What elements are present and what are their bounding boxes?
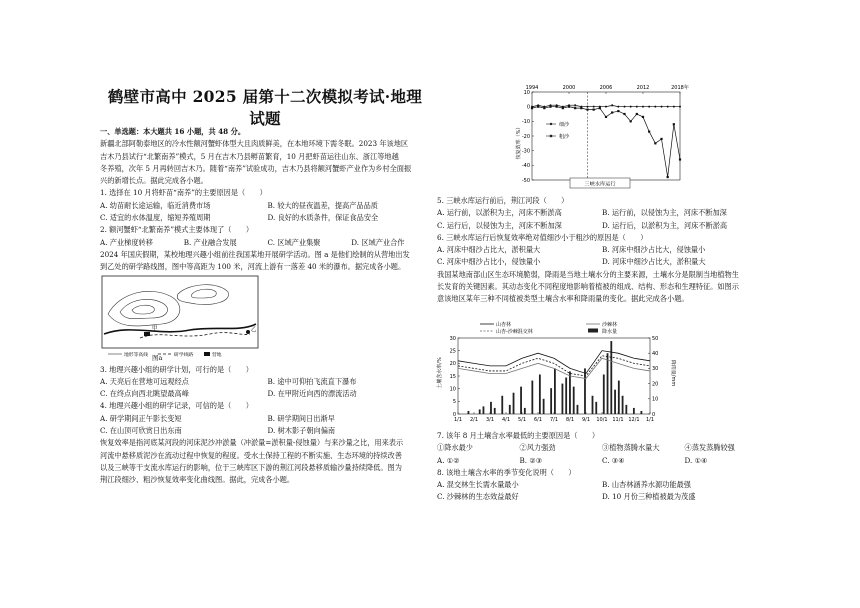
q4-options-row bbox=[100, 425, 435, 437]
data-point-fine bbox=[679, 106, 681, 108]
rainfall-bar bbox=[618, 381, 620, 414]
map-figure bbox=[100, 274, 435, 364]
q5-options-row bbox=[437, 220, 767, 232]
data-point-fine bbox=[667, 106, 669, 108]
option: A. 天亮后在营地可远观经点 bbox=[100, 376, 189, 386]
recovery-efficiency-chart bbox=[512, 80, 692, 192]
data-point-coarse bbox=[673, 123, 675, 125]
question-7: 7. 该年 8 月土壤含水率最低的主要原因是（ ） bbox=[437, 431, 600, 440]
soil-moisture-chart bbox=[436, 318, 676, 426]
y-tick-label-right: 10 bbox=[652, 396, 659, 403]
y-axis-label-left: 土壤含水率/% bbox=[437, 357, 443, 389]
q6-options-row bbox=[437, 256, 767, 268]
data-point-coarse bbox=[599, 107, 601, 109]
option: B. 产业融合发展 bbox=[183, 237, 237, 247]
data-point-coarse bbox=[654, 142, 656, 144]
rainfall-bar bbox=[622, 396, 624, 414]
intro-line: 吉木乃县试行“北繁南养”模式，5 月在吉木乃县孵苗繁育，10 月把虾苗运往山东、浙江等地越 bbox=[100, 151, 399, 161]
section-heading: 一、单选题：本大题共 16 小题，共 48 分。 bbox=[100, 127, 246, 136]
q1-options-row bbox=[100, 200, 435, 212]
data-point-coarse bbox=[636, 113, 638, 115]
statement-item: ③植物蒸腾水量大 bbox=[602, 443, 660, 453]
data-point-fine bbox=[642, 106, 644, 108]
option: C. 在终点向西北眺望最高峰 bbox=[100, 389, 189, 399]
question-6: 6. 三峡水库运行后恢复效率绝对值细沙小于粗沙的原因是（ ） bbox=[437, 232, 648, 242]
rainfall-bar bbox=[509, 405, 511, 414]
x-tick-label: 1994 bbox=[525, 85, 539, 91]
rainfall-bar bbox=[607, 353, 609, 414]
q7-options-row bbox=[437, 455, 767, 467]
x-tick-label: 3/1 bbox=[485, 417, 495, 423]
option: A. 河床中细沙占比大，淤积量大 bbox=[437, 245, 541, 255]
statement-item: ①降水最少 bbox=[437, 443, 473, 453]
question-1: 1. 选择在 10 月将虾苗“南养”的主要原因是（ ） bbox=[100, 188, 267, 198]
legend-marker-fine bbox=[550, 123, 552, 125]
rainfall-bar bbox=[595, 402, 597, 414]
rainfall-bar bbox=[468, 411, 470, 414]
q6-options-row bbox=[437, 244, 767, 256]
q1-options-row bbox=[100, 212, 435, 224]
data-point-coarse bbox=[562, 107, 564, 109]
q8-options-row bbox=[437, 491, 767, 503]
data-point-fine bbox=[624, 106, 626, 108]
rainfall-bar bbox=[554, 368, 556, 414]
annotation-label: 三峡水库运行 bbox=[584, 181, 616, 188]
legend-camp-swatch bbox=[204, 352, 210, 356]
x-tick-label: 8/1 bbox=[565, 417, 575, 423]
intro-line: 新疆北部阿勒泰地区的冷水性额河蟹虾体型大且肉质鲜美，在本地环境下需冬眠。2023 年该地区 bbox=[100, 139, 409, 149]
y-tick-label: 5 bbox=[452, 399, 456, 406]
data-point-fine bbox=[630, 106, 632, 108]
data-point-coarse bbox=[617, 110, 619, 112]
rainfall-bar bbox=[543, 399, 545, 414]
option: A. ①② bbox=[437, 455, 460, 465]
data-point-coarse bbox=[648, 131, 650, 133]
point-label: 乙 bbox=[251, 326, 257, 333]
right-column bbox=[437, 195, 767, 306]
data-point-coarse bbox=[623, 113, 625, 115]
marker-label: 甲 bbox=[152, 325, 158, 332]
q3-options-row bbox=[100, 376, 435, 388]
legend-label: 降水量 bbox=[602, 329, 618, 335]
question-4: 4. 地理兴趣小组的研学记录，可信的是（ ） bbox=[100, 401, 253, 411]
data-point-coarse bbox=[642, 116, 644, 118]
page-title: 鹤壁市高中 2025 届第十二次模拟考试·地理试题 bbox=[107, 87, 423, 128]
question-3: 3. 地理兴趣小组的研学计划，可行的是（ ） bbox=[100, 364, 253, 374]
rainfall-bar bbox=[592, 396, 594, 414]
data-point-fine bbox=[574, 104, 576, 106]
rainfall-bar bbox=[483, 406, 485, 414]
y-tick-label: -10 bbox=[521, 119, 530, 126]
option: B. 途中可仰拍飞流直下瀑布 bbox=[267, 376, 357, 386]
data-point-coarse bbox=[611, 111, 613, 113]
y-tick-label: -30 bbox=[521, 148, 530, 155]
intro-line: 长发育的关键因素。其动态变化不同程度地影响着植被的组成、结构、形态和生理特征。如图示 bbox=[437, 282, 739, 292]
contour-line bbox=[132, 305, 154, 314]
y-tick-label: 30 bbox=[449, 335, 456, 342]
option: B. 研学期间日出渐早 bbox=[267, 413, 335, 423]
option: A. 幼苗耐长途运输，临近消费市场 bbox=[100, 200, 211, 210]
y-tick-label-right: 0 bbox=[652, 411, 656, 418]
data-point-fine bbox=[587, 106, 589, 108]
data-point-coarse bbox=[549, 106, 551, 108]
x-tick-label: 2018年 bbox=[671, 85, 689, 91]
right-column-lower bbox=[437, 430, 767, 504]
point-icon bbox=[246, 330, 250, 334]
rainfall-bar bbox=[524, 408, 526, 414]
data-point-fine bbox=[593, 106, 595, 108]
data-point-fine bbox=[661, 106, 663, 108]
option: D. 10 月份三种植被最为茂盛 bbox=[602, 492, 696, 502]
rainfall-bar bbox=[479, 409, 481, 414]
legend-swatch bbox=[588, 329, 598, 333]
y-tick-label: -40 bbox=[521, 163, 530, 170]
intro-line: 河流中悬移质泥沙在流动过程中恢复的程度。受水土保持工程的不断实施、生态环境的持续改善 bbox=[100, 450, 402, 460]
legend-label: 山杏-沙棘混交林 bbox=[496, 329, 533, 335]
river-line bbox=[104, 324, 256, 334]
intro-line: 恢复效率是指河底某河段的河床泥沙冲淤量（冲淤量=淤积量-侵蚀量）与来沙量之比，用来表示 bbox=[100, 438, 404, 448]
y-tick-label-right: 40 bbox=[652, 351, 659, 357]
rainfall-bar bbox=[531, 381, 533, 414]
rainfall-bar bbox=[603, 374, 605, 414]
contour-line bbox=[120, 299, 168, 318]
chart-legend bbox=[546, 121, 570, 140]
option: C. 在山顶可欣赏日出东南 bbox=[100, 426, 182, 436]
option: C. ③④ bbox=[602, 455, 625, 465]
data-point-coarse bbox=[531, 107, 533, 109]
rainfall-bars bbox=[468, 341, 643, 414]
option: B. 运行前，以侵蚀为主，河床不断加深 bbox=[602, 208, 727, 218]
map-caption: 图a bbox=[152, 353, 163, 362]
y-tick-label: 15 bbox=[449, 373, 456, 380]
option: A. 产业梯度转移 bbox=[100, 237, 153, 247]
data-point-coarse bbox=[630, 120, 632, 122]
map-frame bbox=[102, 276, 258, 348]
y-tick-label-right: 30 bbox=[652, 366, 659, 373]
x-tick-label: 10/1 bbox=[596, 417, 608, 423]
option: C. 河床中细沙占比小，侵蚀量小 bbox=[437, 257, 541, 267]
rainfall-bar bbox=[494, 408, 496, 414]
data-point-coarse bbox=[593, 109, 595, 111]
question-2: 2. 额河蟹虾“北繁南养”模式主要体现了（ ） bbox=[100, 225, 254, 235]
q8-options-row bbox=[437, 479, 767, 491]
intro-line: 以及三峡等干支流水库运行的影响，位于三峡库区下游的荆江河段悬移质输沙量持续降低。图为 bbox=[100, 462, 402, 472]
legend-label: 粗沙 bbox=[559, 134, 570, 140]
q2-options-row bbox=[100, 237, 435, 249]
route-line bbox=[140, 332, 250, 337]
option: B. 较大的昼夜温差，提高产品品质 bbox=[267, 200, 378, 210]
legend-label: 细沙 bbox=[559, 122, 570, 128]
y-tick-label: 20 bbox=[449, 361, 456, 368]
option: B. 河床中细沙占比大，侵蚀量小 bbox=[602, 245, 706, 255]
contour-line bbox=[108, 291, 180, 326]
q3-options-row bbox=[100, 388, 435, 400]
data-point-coarse bbox=[543, 107, 545, 109]
option: B. ②③ bbox=[519, 455, 543, 465]
y-tick-label: 0 bbox=[452, 411, 456, 418]
y-tick-label-right: 50 bbox=[652, 335, 659, 342]
legend-marker-coarse bbox=[550, 135, 552, 137]
q7-items-row bbox=[437, 442, 767, 454]
legend-label: 沙棘林 bbox=[602, 322, 618, 328]
q4-options-row bbox=[100, 413, 435, 425]
data-point-coarse bbox=[660, 138, 662, 140]
data-point-coarse bbox=[667, 176, 669, 178]
y-tick-label: 10 bbox=[449, 386, 456, 393]
statement-item: ④蒸发蒸腾较强 bbox=[684, 443, 735, 453]
question-5: 5. 三峡水库运行前后，荆江河段（ ） bbox=[437, 196, 569, 205]
x-tick-label: 9/1 bbox=[581, 417, 591, 423]
data-point-fine bbox=[648, 106, 650, 108]
x-tick-label: 1/1 bbox=[645, 417, 655, 423]
data-point-coarse bbox=[568, 106, 570, 108]
statement-item: ②风力强劲 bbox=[519, 443, 556, 453]
option: D. ①④ bbox=[684, 455, 708, 465]
data-point-fine bbox=[611, 104, 613, 106]
intro-line: 2024 年国庆假期，某校地理兴趣小组前往我国某地开展研学活动。图 a 是他们绘制的从营地出发 bbox=[100, 249, 410, 259]
option: A. 混交林生长需水量最小 bbox=[437, 480, 519, 490]
intro-line: 兴的新增长点。据此完成各小题。 bbox=[100, 176, 208, 186]
option: A. 研学期间正午影长变短 bbox=[100, 413, 182, 423]
rainfall-bar bbox=[490, 402, 492, 414]
rainfall-bar bbox=[584, 368, 586, 414]
option: C. 区域产业集聚 bbox=[267, 237, 321, 247]
option: C. 运行后，以侵蚀为主，河床不断加深 bbox=[437, 220, 562, 230]
x-tick-label: 4/1 bbox=[501, 417, 511, 423]
chart-series bbox=[531, 104, 681, 178]
intro-line: 冬养殖，次年 5 月再转回吉木乃。随着“南养”试验成功，吉木乃县将额河蟹虾产业作为乡村全面振 bbox=[100, 163, 412, 173]
option: B. 山杏林涵养水源功能最强 bbox=[602, 480, 691, 490]
rainfall-bar bbox=[520, 387, 522, 414]
data-point-coarse bbox=[586, 109, 588, 111]
q5-options-row bbox=[437, 207, 767, 219]
y-axis-label: 恢复效率（%） bbox=[516, 124, 522, 160]
rainfall-bar bbox=[573, 387, 575, 414]
camp-icon bbox=[144, 332, 150, 336]
option: C. 沙棘林的生态效益最好 bbox=[437, 492, 519, 502]
y-tick-label-right: 20 bbox=[652, 381, 659, 388]
x-tick-label: 7/1 bbox=[549, 417, 559, 423]
x-tick-label: 5/1 bbox=[517, 417, 527, 423]
intro-line: 荆江段细沙、粗沙恢复效率变化曲线图。据此，完成各小题。 bbox=[100, 475, 295, 485]
x-tick-label: 2000 bbox=[562, 85, 576, 91]
data-point-coarse bbox=[679, 158, 681, 160]
y-tick-label: 0 bbox=[526, 104, 530, 111]
y-tick-label: 25 bbox=[449, 348, 456, 355]
x-tick-label: 1/1 bbox=[453, 417, 463, 423]
option: D. 河床中细沙占比大，淤积量大 bbox=[602, 257, 706, 267]
rainfall-bar bbox=[565, 378, 567, 414]
rainfall-bar bbox=[550, 388, 552, 414]
option: C. 适宜的水体温度，缩短养殖周期 bbox=[100, 213, 211, 223]
rainfall-bar bbox=[614, 390, 616, 414]
data-point-coarse bbox=[605, 116, 607, 118]
option: D. 树木影子朝向偏南 bbox=[267, 426, 336, 436]
y-tick-label: -50 bbox=[521, 177, 530, 184]
data-point-coarse bbox=[556, 106, 558, 108]
contour-map bbox=[100, 274, 260, 364]
chart-ticks bbox=[522, 84, 689, 184]
option: D. 良好的水质条件，保证食品安全 bbox=[267, 213, 379, 223]
legend-label: 山杏林 bbox=[496, 322, 512, 328]
data-point-fine bbox=[654, 106, 656, 108]
intro-line: 到乙处的研学路线图，图中等高距为 100 米，河流上游有一落差 40 米的瀑布。据完成各小题。 bbox=[100, 262, 406, 272]
left-column bbox=[100, 126, 435, 487]
option: A. 运行前，以淤积为主，河床不断淤高 bbox=[437, 208, 562, 218]
option: D. 运行后，以淤积为主，河床不断淤高 bbox=[602, 220, 728, 230]
x-tick-label: 12/1 bbox=[628, 417, 640, 423]
y-tick-label: 10 bbox=[523, 89, 530, 96]
rainfall-bar bbox=[640, 411, 642, 414]
legend-label: 营地 bbox=[212, 352, 222, 358]
contour-line bbox=[177, 284, 228, 304]
data-point-fine bbox=[617, 106, 619, 108]
data-point-fine bbox=[636, 106, 638, 108]
question-8: 8. 该地土壤含水率的季节变化说明（ ） bbox=[437, 467, 576, 477]
rainfall-bar bbox=[513, 393, 515, 414]
rainfall-bar bbox=[625, 405, 627, 414]
intro-line: 我国某地南部山区生态环境脆弱，降雨是当地土壤水分的主要来源，土壤水分是限制当地植物生 bbox=[437, 269, 739, 279]
data-point-coarse bbox=[537, 106, 539, 108]
option: D. 区域产业合作 bbox=[351, 237, 405, 247]
x-tick-label: 2006 bbox=[599, 85, 613, 91]
data-point-fine bbox=[605, 106, 607, 108]
rainfall-bar bbox=[577, 405, 579, 414]
data-point-coarse bbox=[580, 107, 582, 109]
x-tick-label: 2/1 bbox=[469, 417, 479, 423]
rainfall-bar bbox=[569, 371, 571, 414]
data-point-coarse bbox=[574, 107, 576, 109]
option: D. 在甲附近向西的漂流活动 bbox=[267, 389, 357, 399]
rainfall-bar bbox=[539, 374, 541, 414]
rainfall-bar bbox=[562, 384, 564, 414]
y-axis-label-right: 降雨量/mm bbox=[670, 359, 676, 387]
y-tick-label: -20 bbox=[521, 133, 530, 140]
rainfall-bar bbox=[501, 396, 503, 414]
contour-line bbox=[191, 289, 216, 298]
x-tick-label: 2012 bbox=[636, 85, 650, 91]
x-tick-label: 11/1 bbox=[612, 417, 624, 423]
chart-legend bbox=[480, 321, 617, 335]
data-point-fine bbox=[673, 106, 675, 108]
x-tick-label: 6/1 bbox=[533, 417, 543, 423]
legend-label: 地形等高线 bbox=[124, 352, 148, 358]
legend-label: 研学线路 bbox=[174, 352, 194, 358]
intro-line: 意该地区某年三种不同植被类型土壤含水率和降雨量的变化。据此完成各小题。 bbox=[437, 294, 689, 304]
